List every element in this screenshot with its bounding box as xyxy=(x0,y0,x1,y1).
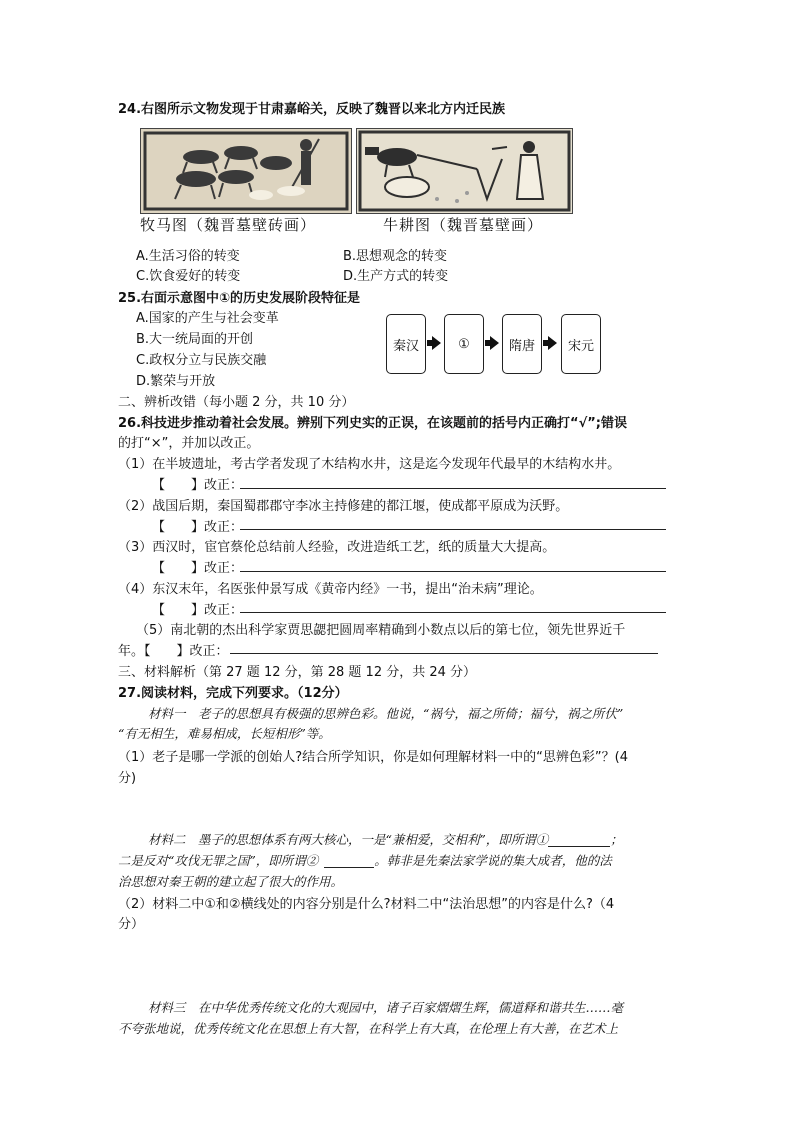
ox-ploughing-mural-icon xyxy=(357,129,572,213)
section2-title: 二、辨析改错（每小题 2 分，共 10 分） xyxy=(118,395,355,410)
q24-option-a: A.生活习俗的转变 xyxy=(136,249,240,264)
q27-sub1-line1: （1）老子是哪一学派的创始人?结合所学知识，你是如何理解材料一中的“思辨色彩”？(4 xyxy=(118,750,628,765)
q27-material2-line1 xyxy=(148,830,623,848)
q26-item-1-bracket: 【 】改正： xyxy=(152,478,244,493)
q27-material2-line2-text-b: 。韩非是先秦法家学说的集大成者，他的法 xyxy=(374,853,612,868)
q26-item-1: （1）在半坡遗址，考古学者发现了木结构水井，这是迄今发现年代最早的木结构水井。 xyxy=(118,457,621,472)
q27-material1-line1: 材料一 老子的思想具有极强的思辨色彩。他说，“祸兮，福之所倚；福兮，祸之所伏” xyxy=(148,706,624,721)
q26-item-1-answer-line[interactable] xyxy=(240,488,666,489)
q27-blank-2[interactable] xyxy=(324,853,374,868)
q26-stem-line2: 的打“×”，并加以改正。 xyxy=(118,436,260,451)
flow-box-stage-1: ① xyxy=(444,314,484,374)
flow-box-suitang: 隋唐 xyxy=(502,314,542,374)
figure-caption-horse: 牧马图（魏晋墓壁砖画） xyxy=(140,216,317,234)
q27-material1-line2: “有无相生，难易相成，长短相形”等。 xyxy=(118,726,331,741)
q26-item-5-answer-line[interactable] xyxy=(230,653,658,654)
q27-material2-line2-text-a: 二是反对“攻伐无罪之国”，即所谓② xyxy=(118,853,319,868)
q26-item-2: （2）战国后期，秦国蜀郡郡守李冰主持修建的都江堰，使成都平原成为沃野。 xyxy=(118,499,569,514)
q27-material3-line1: 材料三 在中华优秀传统文化的大观园中，诸子百家熠熠生辉，儒道释和谐共生……毫 xyxy=(148,1000,624,1015)
q25-stem: 25.右面示意图中①的历史发展阶段特征是 xyxy=(118,291,361,306)
q27-sub1-line2: 分) xyxy=(118,771,137,786)
q26-item-2-bracket: 【 】改正： xyxy=(152,520,244,535)
flow-arrow-3 xyxy=(548,336,557,350)
q27-material2-line3: 治思想对秦王朝的建立起了很大的作用。 xyxy=(118,874,344,889)
q26-item-5: （5）南北朝的杰出科学家贾思勰把圆周率精确到小数点以后的第七位，领先世界近千 xyxy=(136,623,626,638)
q27-sub2-line2: 分） xyxy=(118,917,145,932)
flow-box-songyuan: 宋元 xyxy=(561,314,601,374)
q27-blank-1[interactable] xyxy=(548,832,610,847)
q27-material3-line2: 不夸张地说，优秀传统文化在思想上有大智，在科学上有大真，在伦理上有大善，在艺术上 xyxy=(118,1021,619,1036)
horse-herding-mural-icon xyxy=(141,129,351,213)
q25-option-b: B.大一统局面的开创 xyxy=(136,332,254,347)
q26-item-5-bracket: 年。【 】改正： xyxy=(118,644,229,659)
q26-item-4-bracket: 【 】改正： xyxy=(152,603,244,618)
q26-stem-line1: 26.科技进步推动着社会发展。辨别下列史实的正误，在该题前的括号内正确打“√”;错误 xyxy=(118,416,627,431)
q27-stem: 27.阅读材料，完成下列要求。（12分） xyxy=(118,686,348,701)
q26-item-4-answer-line[interactable] xyxy=(240,612,666,613)
q25-option-d: D.繁荣与开放 xyxy=(136,374,216,389)
q24-option-b: B.思想观念的转变 xyxy=(343,249,448,264)
figure-caption-ox: 牛耕图（魏晋墓壁画） xyxy=(383,216,544,234)
flow-arrow-2 xyxy=(490,336,499,350)
flow-arrow-1 xyxy=(432,336,441,350)
flow-box-qinhan: 秦汉 xyxy=(386,314,426,374)
ox-ploughing-mural-image xyxy=(356,128,573,214)
q27-material2-line1-text: 材料二 墨子的思想体系有两大核心，一是“兼相爱，交相利”，即所谓① xyxy=(148,832,549,847)
q26-item-3-bracket: 【 】改正： xyxy=(152,561,244,576)
horse-herding-mural-image xyxy=(140,128,352,214)
q26-item-3-answer-line[interactable] xyxy=(240,571,666,572)
q25-option-a: A.国家的产生与社会变革 xyxy=(136,311,279,326)
q25-option-c: C.政权分立与民族交融 xyxy=(136,353,267,368)
q24-option-d: D.生产方式的转变 xyxy=(343,269,449,284)
section3-title: 三、材料解析（第 27 题 12 分，第 28 题 12 分，共 24 分） xyxy=(118,665,477,680)
q27-sub2-line1: （2）材料二中①和②横线处的内容分别是什么?材料二中“法治思想”的内容是什么?（4 xyxy=(118,897,615,912)
q27-material2-line1-end: ； xyxy=(610,832,623,847)
q26-item-3: （3）西汉时，宦官蔡伦总结前人经验，改进造纸工艺，纸的质量大大提高。 xyxy=(118,540,556,555)
q26-item-2-answer-line[interactable] xyxy=(240,529,666,530)
q24-stem: 24.右图所示文物发现于甘肃嘉峪关，反映了魏晋以来北方内迁民族 xyxy=(118,102,506,117)
q26-item-4: （4）东汉末年，名医张仲景写成《黄帝内经》一书，提出“治未病”理论。 xyxy=(118,582,543,597)
q24-option-c: C.饮食爱好的转变 xyxy=(136,269,241,284)
q27-material2-line2 xyxy=(118,851,612,869)
